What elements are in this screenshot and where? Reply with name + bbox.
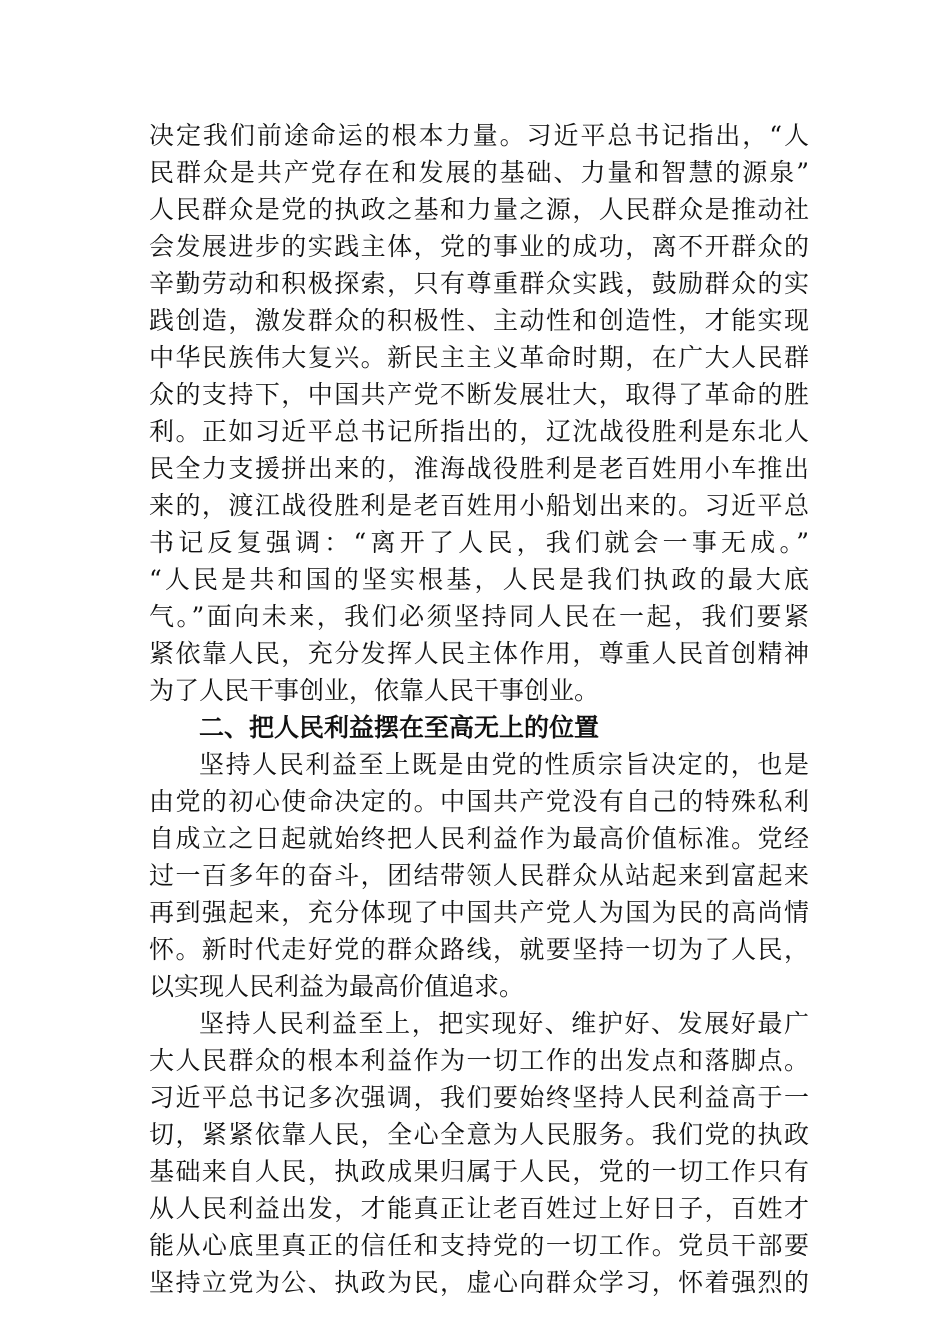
p1-line-4: 会发展进步的实践主体，党的事业的成功，离不开群众的 — [149, 232, 809, 261]
p2-line-4: 过一百多年的奋斗，团结带领人民群众从站起来到富起来 — [149, 861, 809, 890]
p1-line-11: 来的，渡江战役胜利是老百姓用小船划出来的。习近平总 — [149, 491, 809, 520]
p1-line-14: 气。”面向未来，我们必须坚持同人民在一起，我们要紧 — [149, 602, 809, 631]
p1-line-10: 民全力支援拼出来的，淮海战役胜利是老百姓用小车推出 — [149, 454, 809, 483]
p3-line-8: 坚持立党为公、执政为民，虚心向群众学习，怀着强烈的 — [149, 1268, 809, 1297]
p1-line-7: 中华民族伟大复兴。新民主主义革命时期，在广大人民群 — [149, 343, 809, 372]
p1-line-16: 为了人民干事创业，依靠人民干事创业。 — [149, 676, 600, 705]
p2-line-2: 由党的初心使命决定的。中国共产党没有自己的特殊私利 — [149, 787, 809, 816]
p2-line-5: 再到强起来，充分体现了中国共产党人为国为民的高尚情 — [149, 898, 809, 927]
p2-line-1: 坚持人民利益至上既是由党的性质宗旨决定的，也是 — [199, 750, 809, 779]
p2-line-7: 以实现人民利益为最高价值追求。 — [149, 972, 525, 1001]
p3-line-3: 习近平总书记多次强调，我们要始终坚持人民利益高于一 — [149, 1083, 809, 1112]
p1-line-3: 人民群众是党的执政之基和力量之源，人民群众是推动社 — [149, 195, 809, 224]
p3-line-5: 基础来自人民，执政成果归属于人民，党的一切工作只有 — [149, 1157, 809, 1186]
p1-line-5: 辛勤劳动和积极探索，只有尊重群众实践，鼓励群众的实 — [149, 269, 809, 298]
p1-line-1: 决定我们前途命运的根本力量。习近平总书记指出，“人 — [149, 121, 809, 150]
p1-line-15: 紧依靠人民，充分发挥人民主体作用，尊重人民首创精神 — [149, 639, 809, 668]
p2-line-6: 怀。新时代走好党的群众路线，就要坚持一切为了人民， — [149, 935, 809, 964]
p1-line-2: 民群众是共产党存在和发展的基础、力量和智慧的源泉” — [149, 158, 809, 187]
p1-line-9: 利。正如习近平总书记所指出的，辽沈战役胜利是东北人 — [149, 417, 809, 446]
p1-line-6: 践创造，激发群众的积极性、主动性和创造性，才能实现 — [149, 306, 809, 335]
p2-line-3: 自成立之日起就始终把人民利益作为最高价值标准。党经 — [149, 824, 809, 853]
p1-line-8: 众的支持下，中国共产党不断发展壮大，取得了革命的胜 — [149, 380, 809, 409]
p3-line-1: 坚持人民利益至上，把实现好、维护好、发展好最广 — [199, 1009, 809, 1038]
p1-line-12: 书记反复强调：“离开了人民，我们就会一事无成。” — [149, 528, 809, 557]
p3-line-2: 大人民群众的根本利益作为一切工作的出发点和落脚点。 — [149, 1046, 809, 1075]
p1-line-13: “人民是共和国的坚实根基，人民是我们执政的最大底 — [149, 565, 809, 594]
p3-line-4: 切，紧紧依靠人民，全心全意为人民服务。我们党的执政 — [149, 1120, 809, 1149]
section-heading: 二、把人民利益摆在至高无上的位置 — [199, 713, 600, 742]
p3-line-7: 能从心底里真正的信任和支持党的一切工作。党员干部要 — [149, 1231, 809, 1260]
p3-line-6: 从人民利益出发，才能真正让老百姓过上好日子，百姓才 — [149, 1194, 809, 1223]
